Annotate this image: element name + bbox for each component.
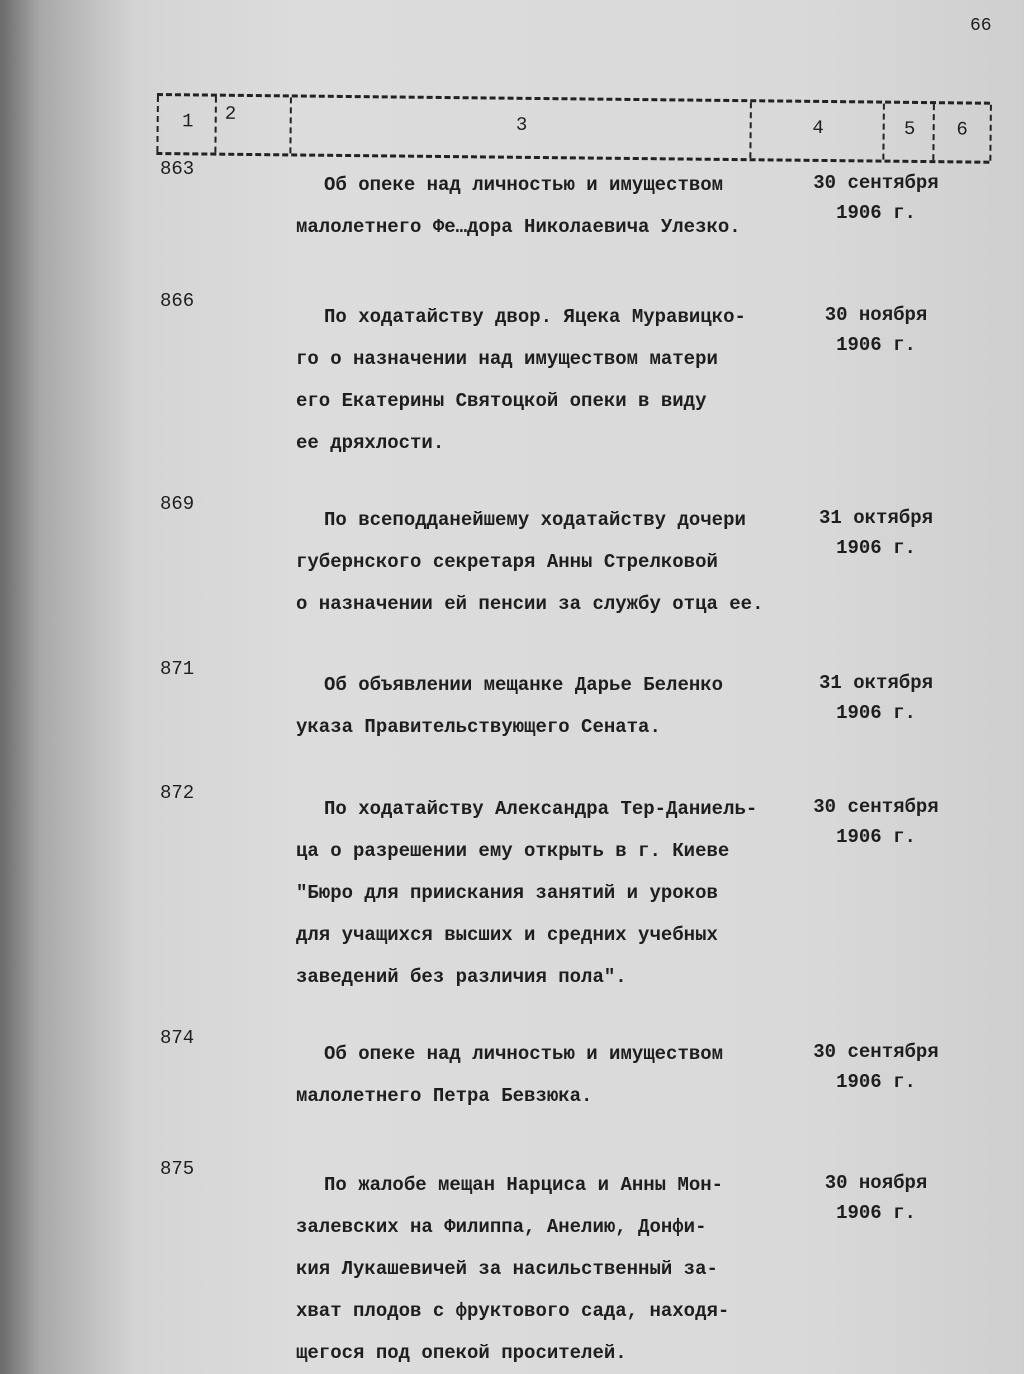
- date-day-month: 31 октября: [818, 507, 934, 529]
- entry-date: [806, 668, 946, 728]
- entry-date: [806, 300, 946, 360]
- entry-text: [296, 164, 796, 248]
- entry-line: о назначении ей пенсии за службу отца ее.: [296, 593, 764, 615]
- entry-line: малолетнего Петра Бевзюка.: [296, 1085, 593, 1107]
- header-col-3: 3: [289, 97, 752, 158]
- entry-line: Об объявлении мещанке Дарье Беленко: [324, 674, 724, 696]
- entry-number: 872: [160, 782, 195, 804]
- entry-line: Об опеке над личностью и имуществом: [324, 174, 724, 196]
- header-col-2: 2: [214, 97, 290, 154]
- entry-number: 871: [160, 658, 195, 680]
- entry-text: [296, 1033, 796, 1117]
- entry-date: [806, 792, 946, 852]
- entry-line: малолетнего Фе…дора Николаевича Улезко.: [296, 216, 741, 238]
- entry-line: По всеподданейшему ходатайству дочери: [324, 509, 746, 531]
- date-year: 1906 г.: [836, 537, 916, 559]
- entry-line: заведений без различия пола".: [296, 966, 627, 988]
- entry-date: [806, 168, 946, 228]
- date-day-month: 30 сентября: [813, 1041, 939, 1063]
- page-number: 66: [970, 16, 992, 36]
- entry-line: По ходатайству двор. Яцека Муравицко-: [324, 306, 746, 328]
- entry-line: залевских на Филиппа, Анелию, Донфи-: [296, 1216, 707, 1238]
- entry-date: [806, 503, 946, 563]
- entry-line: для учащихся высших и средних учебных: [296, 924, 718, 946]
- entry-text: [296, 1164, 796, 1374]
- entry-line: По ходатайству Александра Тер-Даниель-: [324, 798, 758, 820]
- date-year: 1906 г.: [836, 1071, 916, 1093]
- entry-date: [806, 1037, 946, 1097]
- date-year: 1906 г.: [836, 702, 916, 724]
- entry-line: указа Правительствующего Сената.: [296, 716, 661, 738]
- entry-date: [806, 1168, 946, 1228]
- date-year: 1906 г.: [836, 1202, 916, 1224]
- table-header: [156, 93, 990, 164]
- entry-line: губернского секретаря Анны Стрелковой: [296, 551, 718, 573]
- entry-line: По жалобе мещан Нарциса и Анны Мон-: [324, 1174, 724, 1196]
- header-col-4: 4: [749, 102, 885, 159]
- date-day-month: 30 сентября: [813, 172, 939, 194]
- date-year: 1906 г.: [836, 202, 916, 224]
- entry-text: [296, 499, 796, 625]
- entry-number: 863: [160, 158, 195, 180]
- entry-number: 866: [160, 290, 195, 312]
- entry-number: 874: [160, 1027, 195, 1049]
- entry-line: "Бюро для приискания занятий и уроков: [296, 882, 718, 904]
- entry-line: го о назначении над имуществом матери: [296, 348, 718, 370]
- date-day-month: 31 октября: [818, 672, 934, 694]
- entry-line: его Екатерины Святоцкой опеки в виду: [296, 390, 707, 412]
- entry-text: [296, 296, 796, 464]
- entry-line: ее дряхлости.: [296, 432, 445, 454]
- entry-text: [296, 788, 796, 998]
- entry-number: 869: [160, 493, 195, 515]
- date-year: 1906 г.: [836, 334, 916, 356]
- entry-line: хват плодов с фруктового сада, находя-: [296, 1300, 730, 1322]
- entry-line: кия Лукашевичей за насильственный за-: [296, 1258, 718, 1280]
- header-col-5: 5: [882, 104, 935, 161]
- entry-line: щегося под опекой просителей.: [296, 1342, 627, 1364]
- entry-line: ца о разрешении ему открыть в г. Киеве: [296, 840, 730, 862]
- date-day-month: 30 сентября: [813, 796, 939, 818]
- date-day-month: 30 ноября: [824, 1172, 928, 1194]
- header-col-1: 1: [156, 96, 217, 153]
- entry-text: [296, 664, 796, 748]
- entry-number: 875: [160, 1158, 195, 1180]
- date-year: 1906 г.: [836, 826, 916, 848]
- date-day-month: 30 ноября: [824, 304, 928, 326]
- header-col-6: 6: [932, 104, 992, 161]
- entry-line: Об опеке над личностью и имуществом: [324, 1043, 724, 1065]
